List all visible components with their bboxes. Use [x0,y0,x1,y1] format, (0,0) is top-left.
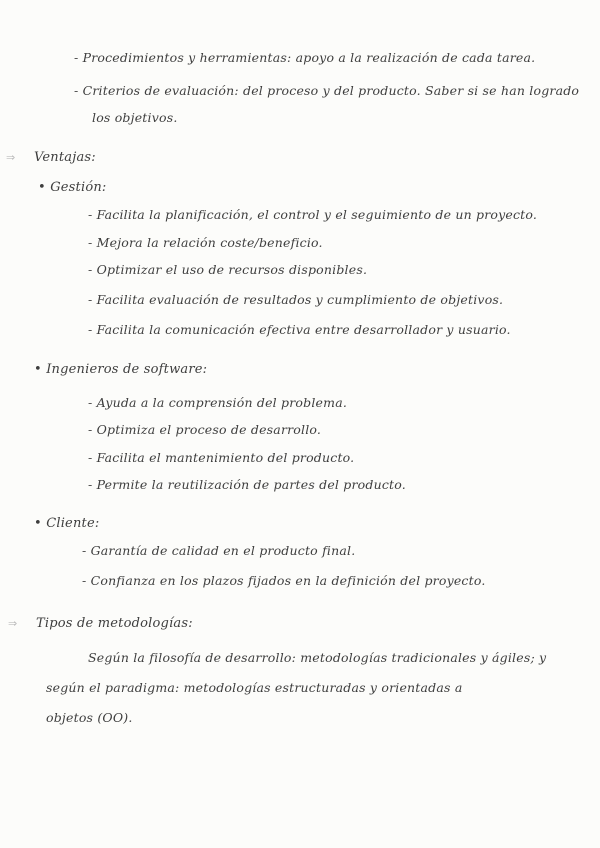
intro-item-criterios-continuation: los objetivos. [92,110,178,125]
ingenieros-item: - Optimiza el proceso de desarrollo. [88,422,322,437]
margin-arrow-icon: ⇒ [8,617,18,630]
gestion-heading: • Gestión: [38,180,107,195]
intro-item-criterios: - Criterios de evaluación: del proceso y del producto. Saber si se han logrado [74,83,580,98]
gestion-item: - Facilita la planificación, el control y el seguimiento de un proyecto. [88,207,538,222]
gestion-item: - Facilita evaluación de resultados y cumplimiento de objetivos. [88,292,504,307]
tipos-paragraph-line: según el paradigma: metodologías estructuradas y orientadas a [46,680,463,695]
tipos-heading: Tipos de metodologías: [36,616,193,631]
ingenieros-item: - Facilita el mantenimiento del producto. [88,450,355,465]
tipos-paragraph-line: objetos (OO). [46,710,133,725]
tipos-paragraph-line: Según la filosofía de desarrollo: metodologías tradicionales y ágiles; y [88,650,547,665]
cliente-item: - Garantía de calidad en el producto final. [82,543,356,558]
gestion-item: - Mejora la relación coste/beneficio. [88,235,323,250]
intro-item-procedimientos: - Procedimientos y herramientas: apoyo a la realización de cada tarea. [74,50,536,65]
gestion-item: - Facilita la comunicación efectiva entre desarrollador y usuario. [88,322,511,337]
ingenieros-item: - Ayuda a la comprensión del problema. [88,395,348,410]
gestion-item: - Optimizar el uso de recursos disponibles. [88,262,368,277]
cliente-item: - Confianza en los plazos fijados en la definición del proyecto. [82,573,486,588]
margin-arrow-icon: ⇒ [6,151,16,164]
ventajas-heading: Ventajas: [34,150,96,165]
ingenieros-heading: • Ingenieros de software: [34,362,208,377]
cliente-heading: • Cliente: [34,516,100,531]
ingenieros-item: - Permite la reutilización de partes del producto. [88,477,406,492]
